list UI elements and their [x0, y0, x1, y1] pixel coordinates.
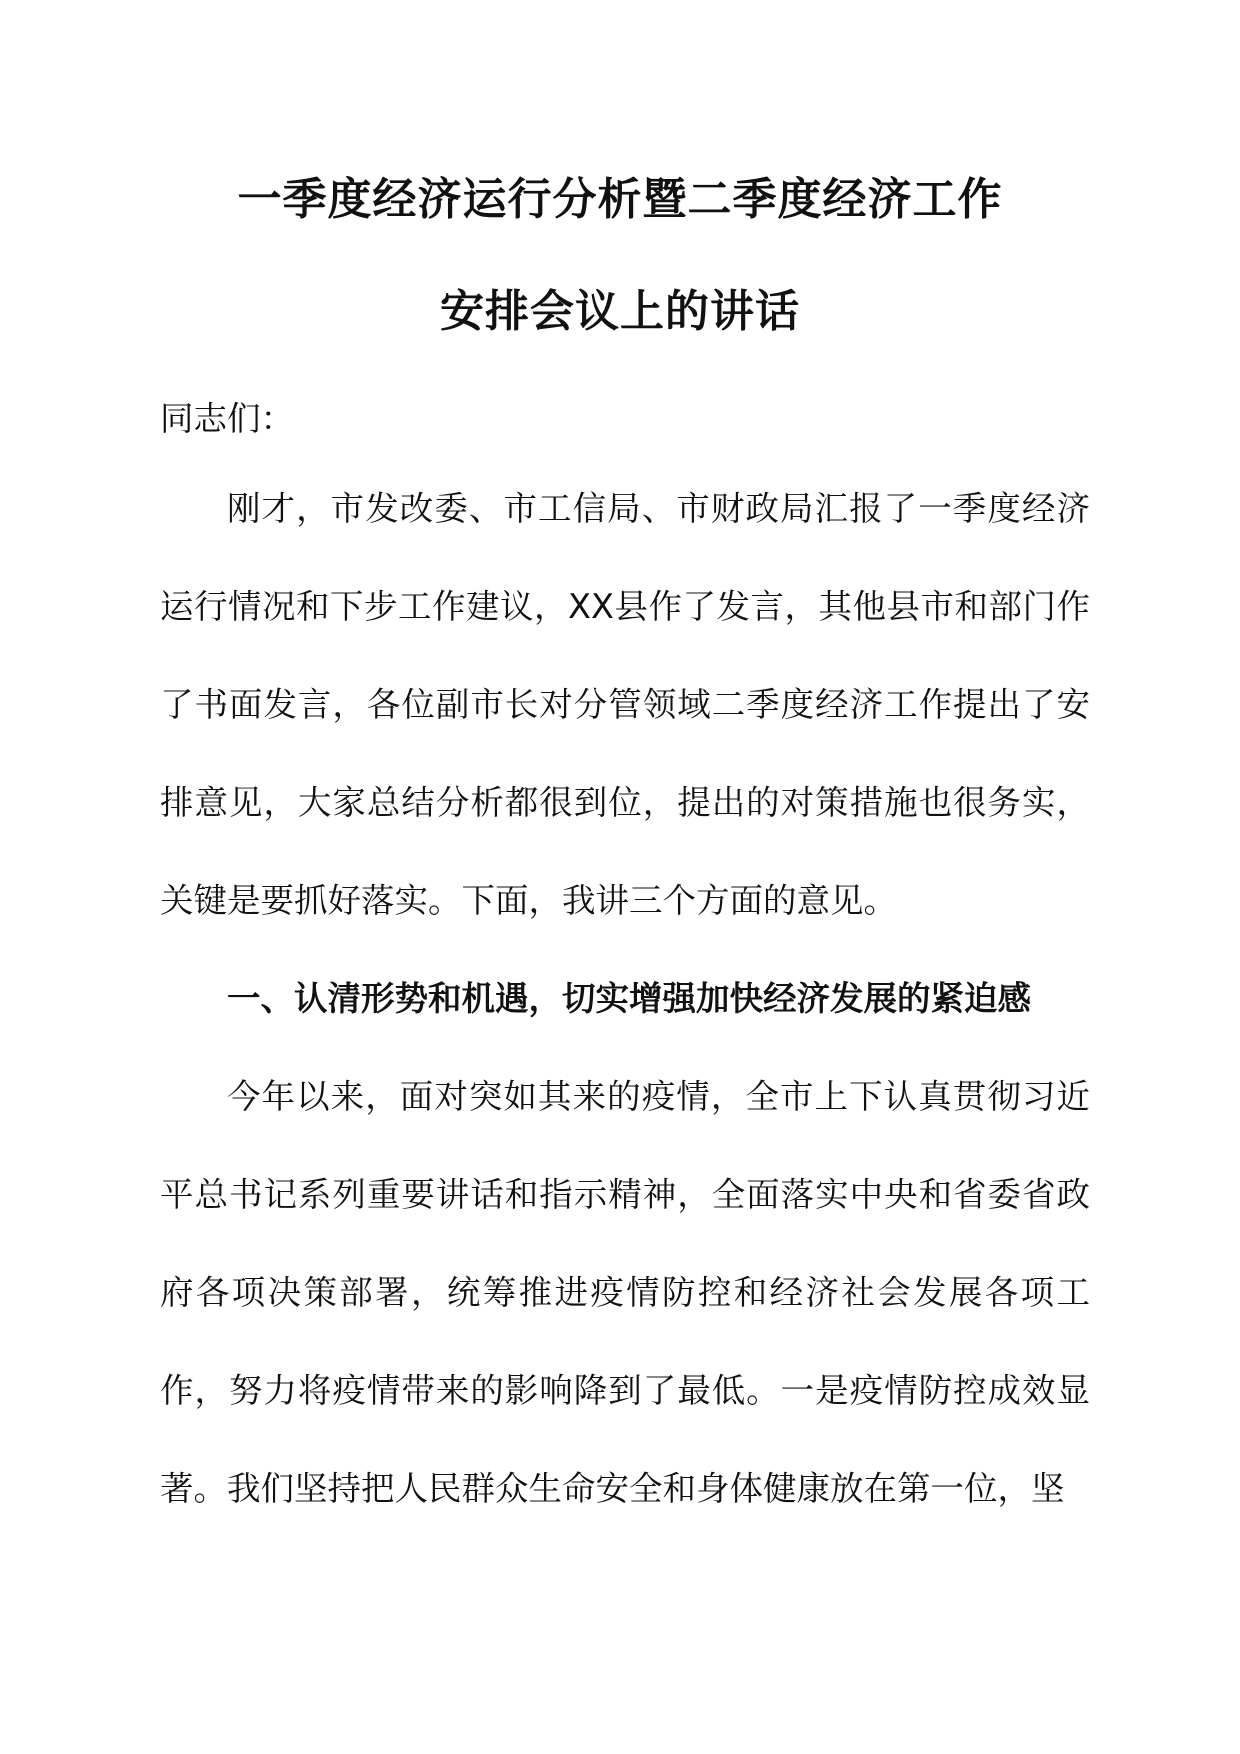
document-title-line-2: 安排会议上的讲话 — [440, 286, 800, 337]
document-body — [160, 380, 1090, 1538]
salutation: 同志们： — [160, 399, 294, 438]
opening-paragraph: 刚才，市发改委、市工信局、市财政局汇报了一季度经济运行情况和下步工作建议，XX县作了发言，其他县市和部门作了书面发言，各位副市长对分管领域二季度经济工作提出了安排意见，大家总结分析都很到位，提出的对策措施也很务实，关键是要抓好落实。下面，我讲三个方面的意见。 — [160, 489, 1090, 920]
section-paragraph: 今年以来，面对突如其来的疫情，全市上下认真贯彻习近平总书记系列重要讲话和指示精神，全面落实中央和省委省政府各项决策部署，统筹推进疫情防控和经济社会发展各项工作，努力将疫情带来的影响降到了最低。一是疫情防控成效显著。我们坚持把人民群众生命安全和身体健康放在第一位，坚 — [160, 1077, 1090, 1508]
section-heading: 一、认清形势和机遇，切实增强加快经济发展的紧迫感 — [227, 979, 1031, 1018]
document-title-line-1: 一季度经济运行分析暨二季度经济工作 — [237, 174, 1003, 225]
